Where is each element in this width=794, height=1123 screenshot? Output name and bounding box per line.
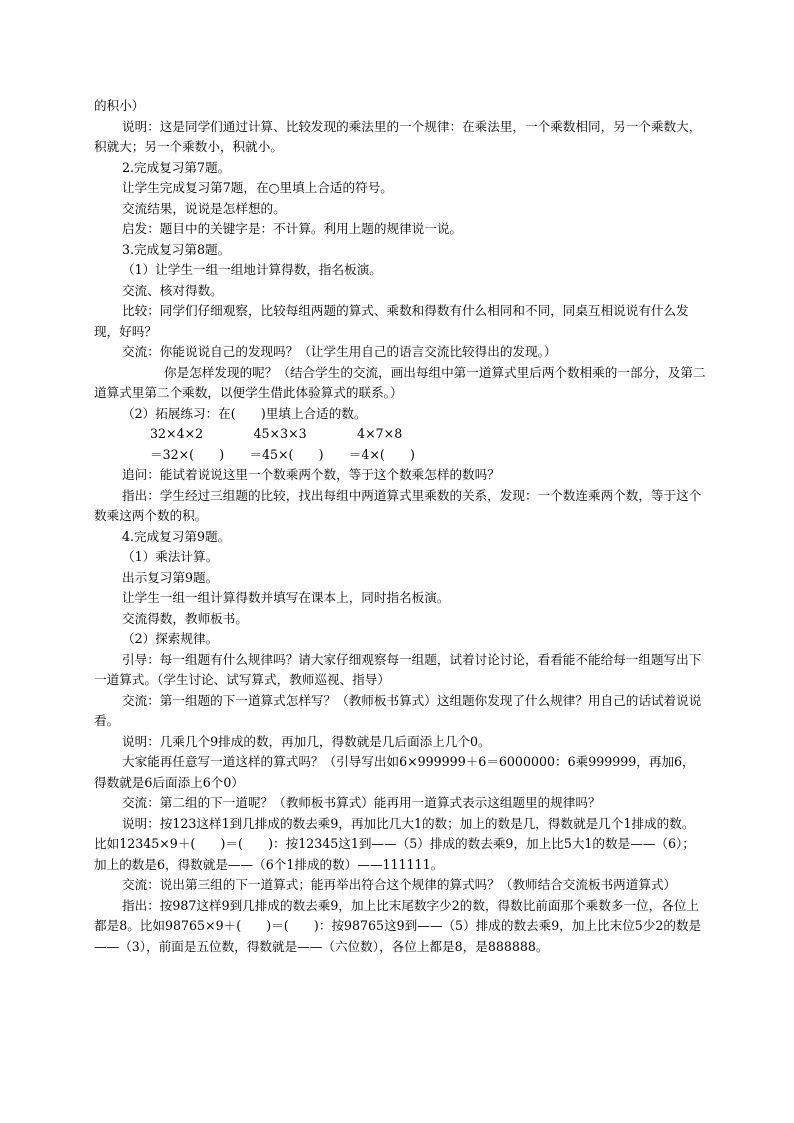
paragraph: 交流结果，说说是怎样想的。 [122,200,286,216]
paragraph: 说明：几乘几个9排成的数，再加几，得数就是几后面添上几个0。 [122,733,491,749]
paragraph: 说明：这是同学们通过计算、比较发现的乘法里的一个规律：在乘法里，一个乘数相同，另一个乘数大，积就大；另一个乘数小，积就小。 [94,118,702,154]
paragraph: 交流、核对得数。 [122,282,223,298]
paragraph: （1）让学生一组一组地计算得数，指名板演。 [122,262,382,277]
paragraph: 你是怎样发现的呢？（结合学生的交流，画出每组中第一道算式里后两个数相乘的一部分，及第二道算式里第二个乘数，以便学生借此体验算式的联系。） [94,364,706,400]
paragraph: 的积小） [94,98,145,113]
paragraph: 让学生一组一组计算得数并填写在课本上，同时指名板演。 [122,590,450,605]
document-page [94,96,706,957]
paragraph: 交流：你能说说自己的发现吗？（让学生用自己的语言交流比较得出的发现。） [122,344,557,359]
section-heading: 2.完成复习第7题。 [122,159,231,175]
paragraph: 指出：学生经过三组题的比较，找出每组中两道算式里乘数的关系，发现：一个数连乘两个数，等于这个数乘这两个数的积。 [94,487,702,523]
paragraph: 指出：按987这样9到几排成的数去乘9，加上比末尾数字少2的数，得数比前面那个乘数多一位，各位上都是8。比如98765×9＋( )＝( )：按98765这9到——（5）排成的数去乘9，加上比末位5少2的数是——（3），前面是五位数，得数就是——（六位数），各位上都是8，是888888。 [94,897,702,954]
paragraph: 交流：第一组题的下一道算式怎样写？（教师板书算式）这组题你发现了什么规律？用自己的话试着说说看。 [94,692,702,728]
section-heading: 3.完成复习第8题。 [122,241,231,257]
paragraph: 引导：每一组题有什么规律吗？请大家仔细观察每一组题，试着讨论讨论，看看能不能给每一组题写出下一道算式。（学生讨论、试写算式，教师巡视、指导） [94,651,702,687]
formula-row-1: 32×4×2 45×3×3 4×7×8 [150,426,403,441]
paragraph: 让学生完成复习第7题，在○里填上合适的符号。 [122,180,393,195]
paragraph: 追问：能试着说说这里一个数乘两个数，等于这个数乘怎样的数吗？ [122,467,500,482]
paragraph: （2）探索规律。 [122,631,219,646]
paragraph: 交流：说出第三组的下一道算式；能再举出符合这个规律的算式吗？（教师结合交流板书两道算式） [122,877,677,892]
paragraph: 大家能再任意写一道这样的算式吗？（引导写出如6×999999＋6＝6000000：6乘999999，再加6，得数就是6后面添上6个0） [94,754,695,790]
formula-row-2: ＝32×( ) ＝45×( ) ＝4×( ) [150,446,415,462]
paragraph: 交流得数，教师板书。 [122,610,248,626]
paragraph: 出示复习第9题。 [122,569,219,585]
paragraph: （1）乘法计算。 [122,549,219,564]
section-heading: 4.完成复习第9题。 [122,528,231,544]
paragraph: （2）拓展练习：在( )里填上合适的数。 [122,405,367,421]
paragraph: 说明：按123这样1到几排成的数去乘9，再加比几大1的数；加上的数是几，得数就是几个1排成的数。比如12345×9＋( )＝( )：按12345这1到——（5）排成的数去乘9，加上比5大1的数是——（6）；加上的数是6，得数就是——（6个1排成的数）——111111。 [94,815,695,872]
paragraph: 交流：第二组的下一道呢？（教师板书算式）能再用一道算式表示这组题里的规律吗？ [122,795,601,810]
paragraph: 启发：题目中的关键字是：不计算。利用上题的规律说一说。 [122,221,463,236]
paragraph: 比较：同学们仔细观察，比较每组两题的算式、乘数和得数有什么相同和不同，同桌互相说说有什么发现，好吗？ [94,303,689,339]
